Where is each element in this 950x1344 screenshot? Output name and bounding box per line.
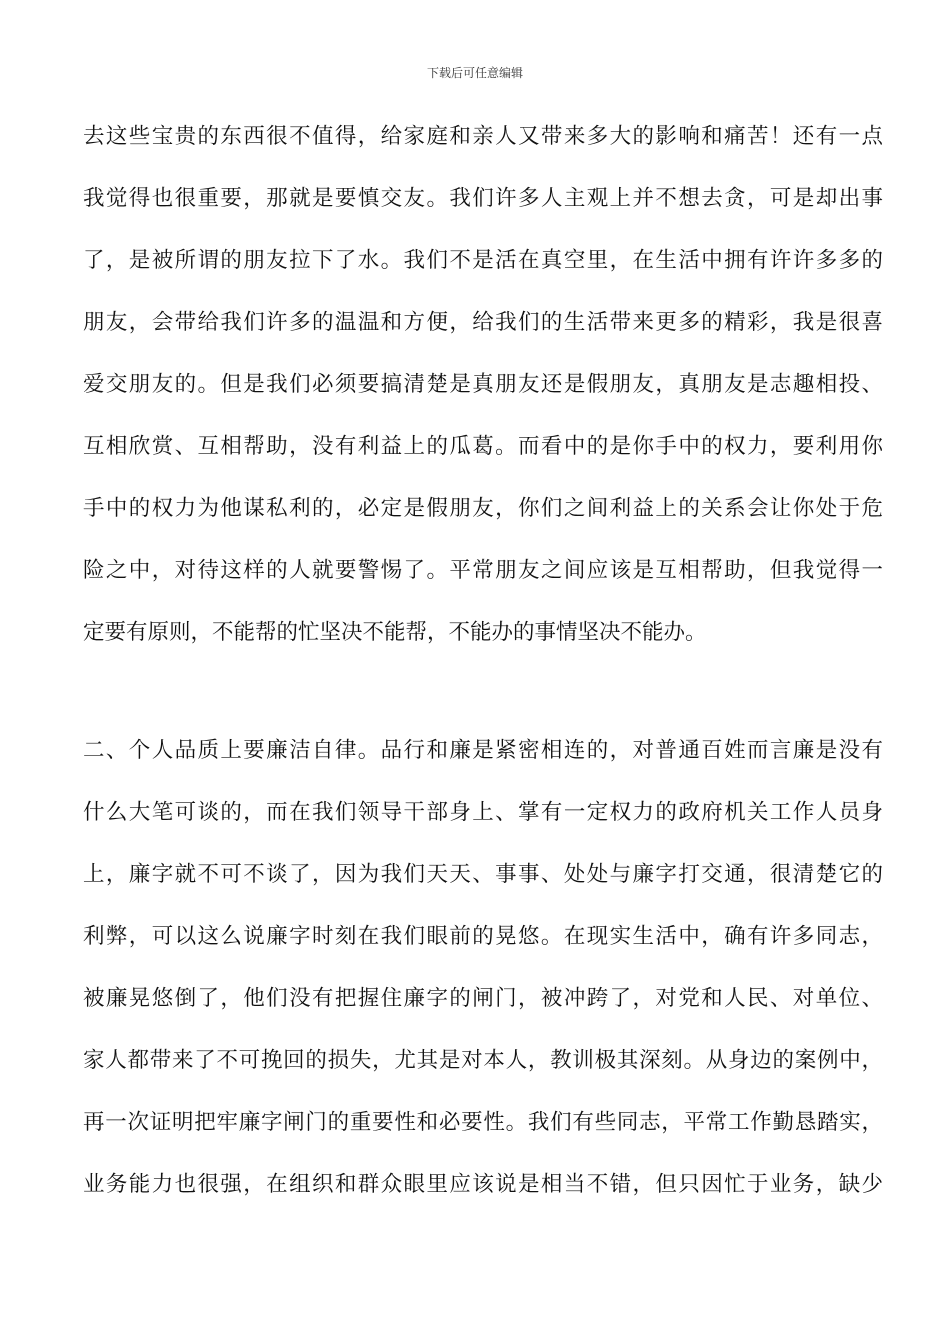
paragraph-1-line-1: 去这些宝贵的东西很不值得，给家庭和亲人又带来多大的影响和痛苦！还有一点 [83,124,883,149]
paragraph-2-line-1: 二、个人品质上要廉洁自律。品行和廉是紧密相连的，对普通百姓而言廉是没有 [83,738,883,763]
paragraph-1-line-6: 互相欣赏、互相帮助，没有利益上的瓜葛。而看中的是你手中的权力，要利用你 [83,434,883,459]
paragraph-1-line-5: 爱交朋友的。但是我们必须要搞清楚是真朋友还是假朋友，真朋友是志趣相投、 [83,372,883,397]
paragraph-2-line-3: 上，廉字就不可不谈了，因为我们天天、事事、处处与廉字打交通，很清楚它的 [83,862,883,887]
paragraph-1-line-4: 朋友，会带给我们许多的温温和方便，给我们的生活带来更多的精彩，我是很喜 [83,310,883,335]
paragraph-2-line-8: 业务能力也很强，在组织和群众眼里应该说是相当不错，但只因忙于业务，缺少 [83,1172,883,1197]
paragraph-2-line-2: 什么大笔可谈的，而在我们领导干部身上、掌有一定权力的政府机关工作人员身 [83,800,883,825]
paragraph-2-line-5: 被廉晃悠倒了，他们没有把握住廉字的闸门，被冲跨了，对党和人民、对单位、 [83,986,883,1011]
paragraph-1-line-2: 我觉得也很重要，那就是要慎交友。我们许多人主观上并不想去贪，可是却出事 [83,186,883,211]
paragraph-1-line-8: 险之中，对待这样的人就要警惕了。平常朋友之间应该是互相帮助，但我觉得一 [83,558,883,583]
paragraph-2-line-4: 利弊，可以这么说廉字时刻在我们眼前的晃悠。在现实生活中，确有许多同志， [83,924,883,949]
paragraph-1-line-7: 手中的权力为他谋私利的，必定是假朋友，你们之间利益上的关系会让你处于危 [83,496,883,521]
paragraph-1-line-9: 定要有原则，不能帮的忙坚决不能帮，不能办的事情坚决不能办。 [83,620,707,645]
page-header-note: 下载后可任意编辑 [426,66,523,80]
paragraph-2-line-7: 再一次证明把牢廉字闸门的重要性和必要性。我们有些同志，平常工作勤恳踏实， [83,1110,883,1135]
paragraph-1-line-3: 了，是被所谓的朋友拉下了水。我们不是活在真空里，在生活中拥有许许多多的 [83,248,883,273]
paragraph-2-line-6: 家人都带来了不可挽回的损失，尤其是对本人，教训极其深刻。从身边的案例中， [83,1048,883,1073]
